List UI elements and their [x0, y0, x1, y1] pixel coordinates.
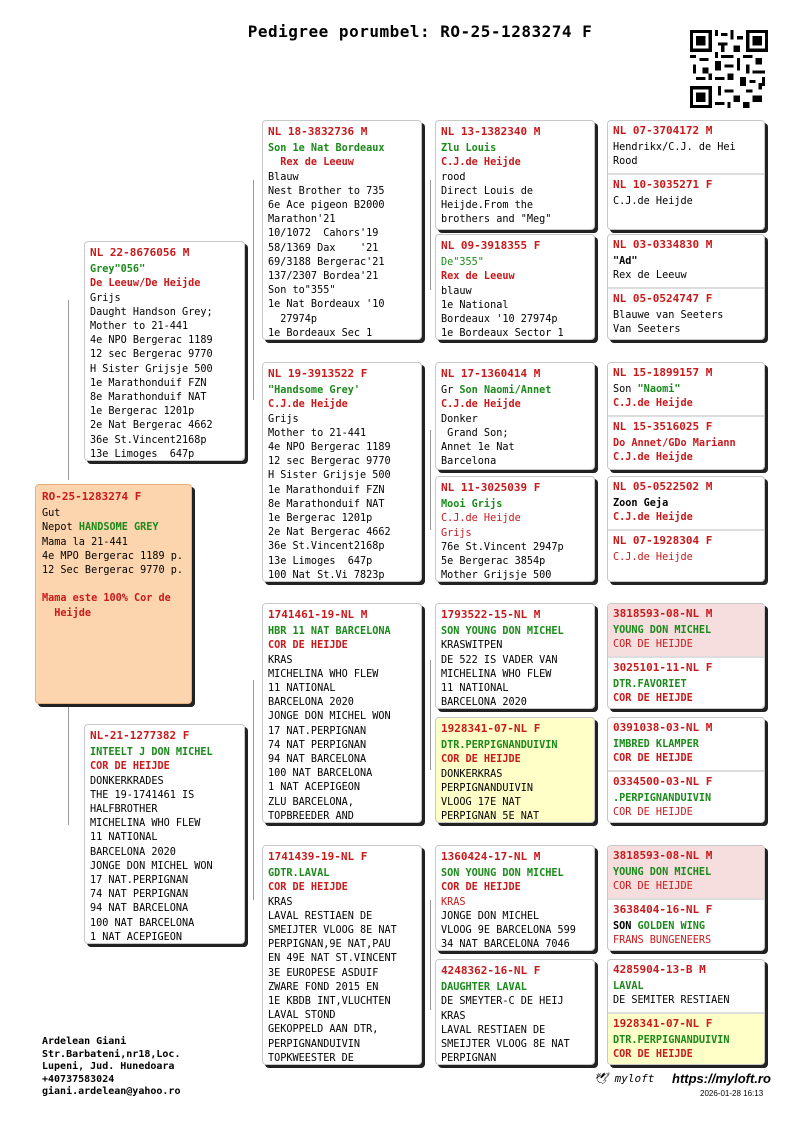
gen4-pair-card[interactable]	[607, 476, 765, 582]
owner-phone[interactable]: +40737583024	[42, 1073, 115, 1085]
ggp-breeder: Rex de Leeuw	[441, 271, 515, 283]
ggp-line: PERPIGNANDUIVIN	[441, 782, 534, 794]
grandparent-line: KRAS	[268, 896, 293, 908]
gen4-ring: 4285904-13-B M	[613, 963, 706, 976]
subject-line: Nepot HANDSOME GREY	[42, 522, 159, 534]
ggp-line: 11 NATIONAL	[441, 683, 509, 695]
subject-line	[42, 578, 185, 592]
grandparent-line: 58/1369 Dax '21	[268, 242, 379, 254]
gen4-name: DTR.FAVORIET	[613, 679, 687, 691]
gen4-ring: 0334500-03-NL F	[613, 775, 713, 788]
ggp-breeder: C.J.de Heijde	[441, 157, 521, 169]
ggp-line: Heijde.From the	[441, 200, 534, 212]
ggp-line: PERPIGNAN 5E NAT	[441, 811, 540, 823]
ggp-line: 34 NAT BARCELONA 7046	[441, 939, 570, 951]
grandparent-breeder: Rex de Leeuw	[268, 157, 354, 169]
grandparent-ring: NL 18-3832736 M	[268, 125, 368, 138]
gen4-ring: NL 15-1899157 M	[613, 366, 713, 379]
ggp-ring: 1360424-17-NL M	[441, 850, 541, 863]
ggp-ring: 1928341-07-NL F	[441, 722, 541, 735]
grandparent-line: KRAS	[268, 654, 293, 666]
gen4-name: DTR.PERPIGNANDUIVIN	[613, 1035, 730, 1047]
ggp-line: Barcelona	[441, 456, 497, 468]
connector-line	[430, 660, 431, 770]
owner-name: Ardelean Giani	[42, 1036, 127, 1047]
myloft-logo	[594, 1072, 654, 1085]
grandparent-line: 10/1072 Cahors'19	[268, 228, 379, 240]
mother-name: INTEELT J DON MICHEL	[90, 747, 213, 759]
grandparent-card[interactable]	[262, 603, 422, 823]
gen4-ring: NL 10-3035271 F	[613, 178, 713, 191]
grandparent-line: TOPBREEDER AND	[268, 810, 354, 822]
subject-ring: RO-25-1283274 F	[42, 490, 142, 503]
grandparent-breeder: COR DE HEIJDE	[268, 640, 348, 652]
father-line: 1e Bergerac 1201p	[90, 406, 195, 418]
grandparent-line: 100 NAT BARCELONA	[268, 768, 373, 780]
gen4-ring: NL 07-1928304 F	[613, 534, 713, 547]
ggp-line: brothers and "Meg"	[441, 214, 552, 226]
gen4-ring: NL 05-0524747 F	[613, 292, 713, 305]
ggp-ring: NL 13-1382340 M	[441, 125, 541, 138]
ggp-line: DONKERKRAS	[441, 768, 503, 780]
grandparent-line: 1E KBDB INT,VLUCHTEN	[268, 996, 391, 1008]
gen4-ring: 3638404-16-NL F	[613, 903, 713, 916]
father-line: Mother to 21-441	[90, 321, 189, 333]
grandparent-line: 1e Bordeaux Sec 1	[268, 327, 373, 339]
grandparent-name: HBR 11 NAT BARCELONA	[268, 626, 391, 638]
grandparent-line: 4e NPO Bergerac 1189	[268, 442, 391, 454]
gen4-breeder: COR DE HEIJDE	[613, 881, 693, 893]
grandparent-card[interactable]	[262, 845, 422, 1065]
grandparent-line: H Sister Grijsje 500	[268, 470, 391, 482]
gen4-pair-card[interactable]	[607, 959, 765, 1065]
father-breeder: De Leeuw/De Heijde	[90, 278, 201, 290]
grandparent-line: 94 NAT BARCELONA	[268, 754, 367, 766]
father-line: 2e Nat Bergerac 4662	[90, 420, 213, 432]
father-line: 12 sec Bergerac 9770	[90, 349, 213, 361]
connector-line	[68, 300, 69, 480]
mother-breeder: COR DE HEIJDE	[90, 761, 170, 773]
grandparent-ring: 1741461-19-NL M	[268, 608, 368, 621]
ggp-breeder: COR DE HEIJDE	[441, 754, 521, 766]
connector-line	[253, 180, 254, 400]
ggp-ring: NL 17-1360414 M	[441, 367, 541, 380]
ggp-name: Mooi Grijs	[441, 499, 503, 511]
grandparent-line: SMEIJTER VLOOG 8E NAT	[268, 925, 397, 937]
mother-line: JONGE DON MICHEL WON	[90, 860, 213, 872]
gen4-breeder: DE SEMITER RESTIAEN	[613, 995, 730, 1007]
ggp-breeder: DE SMEYTER-C DE HEIJ	[441, 996, 564, 1008]
gen4-pair-card[interactable]	[607, 234, 765, 340]
grandparent-line: 3E EUROPESE ASDUIF	[268, 967, 379, 979]
gen4-name: "Ad"	[613, 256, 638, 268]
gen4-ring: NL 15-3516025 F	[613, 420, 713, 433]
mother-line: THE 19-1741461 IS	[90, 789, 195, 801]
footer-date: 2026-01-28 16:13	[700, 1089, 764, 1098]
grandparent-line: 1e Marathonduif FZN	[268, 484, 385, 496]
mother-line: 11 NATIONAL	[90, 832, 158, 844]
gen4-ring: 1928341-07-NL F	[613, 1017, 713, 1030]
gen4-breeder: C.J.de Heijde	[613, 452, 693, 464]
grandparent-line: 1 NAT ACEPIGEON	[268, 782, 361, 794]
grandparent-line: Mother to 21-441	[268, 427, 367, 439]
ggp-breeder: COR DE HEIJDE	[441, 882, 521, 894]
grandparent-line: 13e Limoges 647p	[268, 555, 373, 567]
great-grandparent-card[interactable]	[435, 120, 595, 230]
grandparent-line: JONGE DON MICHEL WON	[268, 711, 391, 723]
grandparent-line: Son to"355"	[268, 285, 336, 297]
ggp-line: KRASWITPEN	[441, 640, 503, 652]
ggp-line: DE 522 IS VADER VAN	[441, 654, 558, 666]
great-grandparent-card[interactable]	[435, 717, 595, 823]
gen4-breeder: COR DE HEIJDE	[613, 639, 693, 651]
gen4-ring: NL 05-0522502 M	[613, 480, 713, 493]
grandparent-line: BARCELONA 2020	[268, 697, 354, 709]
father-line: 8e Marathonduif NAT	[90, 392, 207, 404]
ggp-line: SMEIJTER VLOOG 8E NAT	[441, 1039, 570, 1051]
gen4-name: LAVAL	[613, 981, 644, 993]
grandparent-line: Grijs	[268, 413, 299, 425]
footer-url-link[interactable]: https://myloft.ro	[672, 1071, 771, 1086]
subject-card[interactable]	[35, 484, 192, 704]
father-line: 13e Limoges 647p	[90, 448, 195, 460]
gen4-breeder: C.J.de Heijde	[613, 512, 693, 524]
gen4-pair-card[interactable]	[607, 603, 765, 709]
gen4-breeder: COR DE HEIJDE	[613, 753, 693, 765]
ggp-name: Gr Son Naomi/Annet	[441, 385, 552, 397]
grandparent-name: "Handsome Grey'	[268, 385, 361, 397]
gen4-ring: 3818593-08-NL M	[613, 849, 713, 862]
mother-line: 100 NAT BARCELONA	[90, 917, 195, 929]
ggp-line: Annet 1e Nat	[441, 442, 515, 454]
grandparent-line: PERPIGNAN,9E NAT,PAU	[268, 939, 391, 951]
ggp-line: Grijs	[441, 527, 472, 539]
grandparent-line: PERPIGNANDUIVIN	[268, 1038, 361, 1050]
grandparent-line: 36e St.Vincent2168p	[268, 541, 385, 553]
grandparent-line: GEKOPPELD AAN DTR,	[268, 1024, 379, 1036]
gen4-breeder: COR DE HEIJDE	[613, 693, 693, 705]
mother-line: 1 NAT ACEPIGEON	[90, 931, 183, 943]
ggp-line: PERPIGNAN	[441, 1053, 497, 1065]
owner-address: Lupeni, Jud. Hunedoara	[42, 1061, 175, 1072]
connector-line	[253, 680, 254, 900]
ggp-ring: NL 11-3025039 F	[441, 481, 541, 494]
connector-line	[430, 430, 431, 530]
gen4-breeder: C.J.de Heijde	[613, 398, 693, 410]
mother-line: 94 NAT BARCELONA	[90, 903, 189, 915]
ggp-ring: 1793522-15-NL M	[441, 608, 541, 621]
qr-code	[690, 30, 768, 108]
gen4-breeder: COR DE HEIJDE	[613, 1049, 693, 1061]
ggp-line: rood	[441, 171, 466, 183]
father-line: Grijs	[90, 292, 121, 304]
father-card[interactable]	[84, 241, 245, 461]
grandparent-line: 12 sec Bergerac 9770	[268, 456, 391, 468]
gen4-ring: 0391038-03-NL M	[613, 721, 713, 734]
gen4-line: Rex de Leeuw	[613, 270, 687, 282]
grandparent-line: 11 NATIONAL	[268, 683, 336, 695]
gen4-line: Hendrikx/C.J. de Hei	[613, 142, 736, 154]
gen4-line: Van Seeters	[613, 324, 681, 336]
grandparent-card[interactable]	[262, 120, 422, 340]
father-line: 36e St.Vincent2168p	[90, 434, 207, 446]
grandparent-line: 8e Marathonduif NAT	[268, 498, 385, 510]
ggp-line: Direct Louis de	[441, 185, 534, 197]
grandparent-line: 17 NAT.PERPIGNAN	[268, 725, 367, 737]
gen4-line: Rood	[613, 156, 638, 168]
gen4-ring: NL 03-0334830 M	[613, 238, 713, 251]
subject-line: Gut	[42, 508, 61, 520]
owner-address: Str.Barbateni,nr18,Loc.	[42, 1048, 181, 1060]
gen4-line: Blauwe van Seeters	[613, 310, 724, 322]
gen4-name: SON GOLDEN WING	[613, 921, 706, 933]
gen4-breeder: FRANS BUNGENEERS	[613, 935, 712, 947]
grandparent-line: LAVAL RESTIAEN DE	[268, 910, 373, 922]
gen4-name: Do Annet/GDo Mariann	[613, 438, 736, 450]
connector-line	[68, 705, 69, 825]
grandparent-line: LAVAL STOND	[268, 1010, 336, 1022]
gen4-ring: 3818593-08-NL M	[613, 607, 713, 620]
grandparent-breeder: COR DE HEIJDE	[268, 882, 348, 894]
gen4-name: Zoon Geja	[613, 498, 669, 510]
ggp-name: DAUGHTER LAVAL	[441, 982, 527, 994]
gen4-pair-card[interactable]	[607, 120, 765, 230]
gen4-breeder: COR DE HEIJDE	[613, 807, 693, 819]
grandparent-line: 6e Ace pigeon B2000	[268, 200, 385, 212]
gen4-line: C.J.de Heijde	[613, 196, 693, 208]
grandparent-line: 74 NAT PERPIGNAN	[268, 739, 367, 751]
ggp-line: VLOOG 17E NAT	[441, 797, 521, 809]
owner-info	[42, 1036, 180, 1099]
ggp-line: 1e Bordeaux Sector 1	[441, 328, 564, 340]
mother-line: 74 NAT PERPIGNAN	[90, 889, 189, 901]
ggp-line: BARCELONA 2020	[441, 697, 527, 709]
great-grandparent-card[interactable]	[435, 476, 595, 582]
father-name: Grey"056"	[90, 264, 146, 276]
grandparent-line: 1e Bergerac 1201p	[268, 513, 373, 525]
gen4-name: YOUNG DON MICHEL	[613, 625, 712, 637]
gen4-ring: 3025101-11-NL F	[613, 661, 713, 674]
gen4-name: IMBRED KLAMPER	[613, 739, 699, 751]
ggp-line: KRAS	[441, 896, 466, 908]
ggp-name: Zlu Louis	[441, 143, 497, 155]
grandparent-ring: NL 19-3913522 F	[268, 367, 368, 380]
gen4-pair-card[interactable]	[607, 362, 765, 470]
mother-ring: NL-21-1277382 F	[90, 729, 190, 742]
gen4-breeder: C.J.de Heijde	[613, 552, 693, 564]
mother-line: BARCELONA 2020	[90, 846, 176, 858]
ggp-line: VLOOG 9E BARCELONA 599	[441, 925, 576, 937]
gen4-ring: NL 07-3704172 M	[613, 124, 713, 137]
ggp-name: De"355"	[441, 257, 484, 269]
great-grandparent-card[interactable]	[435, 603, 595, 709]
subject-line: Mama este 100% Cor de	[42, 593, 171, 605]
grandparent-line: 137/2307 Bordea'21	[268, 271, 379, 283]
grandparent-line: Blauw	[268, 171, 299, 183]
great-grandparent-card[interactable]	[435, 234, 595, 340]
ggp-line: 76e St.Vincent 2947p	[441, 541, 564, 553]
father-line: 1e Marathonduif FZN	[90, 377, 207, 389]
grandparent-line: EN 49E NAT ST.VINCENT	[268, 953, 397, 965]
grandparent-line: Nest Brother to 735	[268, 185, 385, 197]
subject-line: 4e MPO Bergerac 1189 p.	[42, 550, 184, 562]
mother-line: DONKERKRADES	[90, 775, 164, 787]
grandparent-card[interactable]	[262, 362, 422, 582]
owner-email[interactable]: giani.ardelean@yahoo.ro	[42, 1086, 181, 1097]
grandparent-line: 2e Nat Bergerac 4662	[268, 527, 391, 539]
mother-line: HALFBROTHER	[90, 804, 158, 816]
ggp-line: Mother Grijsje 500	[441, 570, 552, 582]
gen4-pair-card[interactable]	[607, 845, 765, 951]
ggp-name: SON YOUNG DON MICHEL	[441, 868, 564, 880]
ggp-breeder: C.J.de Heijde	[441, 513, 521, 525]
father-line: Daught Handson Grey;	[90, 306, 213, 318]
grandparent-line: 1e Nat Bordeaux '10	[268, 299, 385, 311]
ggp-line: JONGE DON MICHEL	[441, 910, 540, 922]
grandparent-name: GDTR.LAVAL	[268, 868, 330, 880]
page-title: Pedigree porumbel: RO-25-1283274 F	[247, 22, 593, 41]
grandparent-line: ZWARE FOND 2015 EN	[268, 981, 379, 993]
grandparent-name: Son 1e Nat Bordeaux	[268, 143, 385, 155]
grandparent-line: ZLU BARCELONA,	[268, 796, 354, 808]
ggp-line: MICHELINA WHO FLEW	[441, 668, 552, 680]
grandparent-line: 100 Nat St.Vi 7823p	[268, 569, 385, 581]
ggp-breeder: C.J.de Heijde	[441, 399, 521, 411]
ggp-line: 1e National	[441, 299, 509, 311]
ggp-name: SON YOUNG DON MICHEL	[441, 626, 564, 638]
father-line: 4e NPO Bergerac 1189	[90, 335, 213, 347]
great-grandparent-card[interactable]	[435, 845, 595, 951]
gen4-name: YOUNG DON MICHEL	[613, 867, 712, 879]
gen4-name: .PERPIGNANDUIVIN	[613, 793, 712, 805]
ggp-name: DTR.PERPIGNANDUIVIN	[441, 740, 558, 752]
subject-line: Mama la 21-441	[42, 536, 128, 548]
mother-line: 17 NAT.PERPIGNAN	[90, 875, 189, 887]
subject-line: Heijde	[42, 607, 92, 619]
grandparent-breeder: C.J.de Heijde	[268, 399, 348, 411]
grandparent-ring: 1741439-19-NL F	[268, 850, 368, 863]
ggp-line: Donker	[441, 413, 478, 425]
ggp-line: Grand Son;	[441, 427, 509, 439]
grandparent-line: MICHELINA WHO FLEW	[268, 668, 379, 680]
mother-card[interactable]	[84, 724, 245, 944]
grandparent-line: Marathon'21	[268, 214, 336, 226]
ggp-ring: NL 09-3918355 F	[441, 239, 541, 252]
gen4-pair-card[interactable]	[607, 717, 765, 823]
great-grandparent-card[interactable]	[435, 362, 595, 470]
ggp-line: 5e Bergerac 3854p	[441, 556, 546, 568]
ggp-line: blauw	[441, 285, 472, 297]
grandparent-line: TOPKWEESTER DE	[268, 1052, 354, 1064]
ggp-line: Bordeaux '10 27974p	[441, 314, 558, 326]
myloft-logo-text: myloft	[614, 1072, 655, 1085]
ggp-ring: 4248362-16-NL F	[441, 964, 541, 977]
subject-line: 12 Sec Bergerac 9770 p.	[42, 565, 184, 577]
great-grandparent-card[interactable]	[435, 959, 595, 1065]
ggp-line: LAVAL RESTIAEN DE	[441, 1024, 546, 1036]
mother-line: MICHELINA WHO FLEW	[90, 818, 201, 830]
grandparent-line: 69/3188 Bergerac'21	[268, 256, 385, 268]
grandparent-line: 27974p	[268, 313, 318, 325]
ggp-line: KRAS	[441, 1010, 466, 1022]
connector-line	[430, 900, 431, 1010]
gen4-name: Son "Naomi"	[613, 384, 681, 396]
father-line: H Sister Grijsje 500	[90, 363, 213, 375]
father-ring: NL 22-8676056 M	[90, 246, 190, 259]
connector-line	[430, 180, 431, 290]
bird-icon: 🕊	[594, 1072, 608, 1085]
